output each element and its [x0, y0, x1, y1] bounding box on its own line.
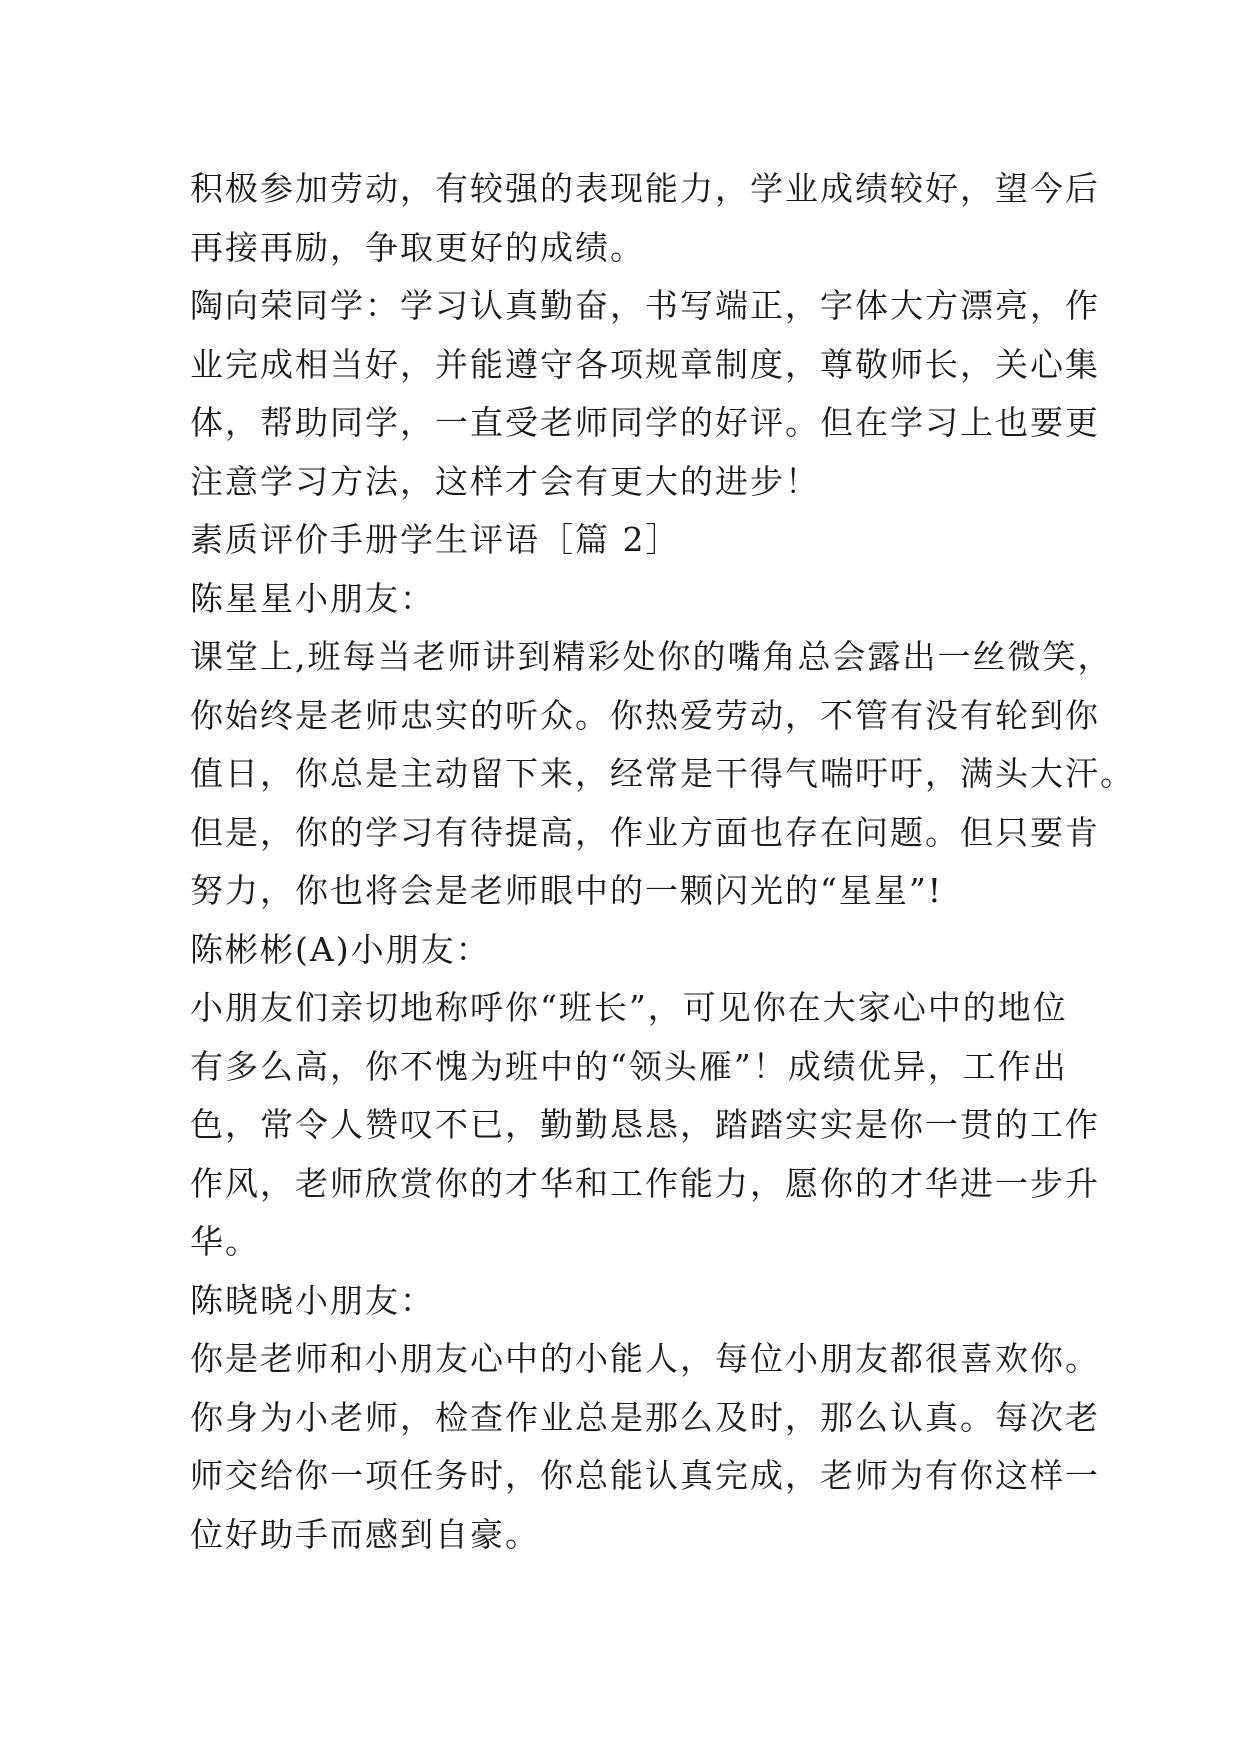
- student-name-heading: 陈晓晓小朋友：: [190, 1280, 435, 1320]
- text-line: 再接再励，争取更好的成绩。: [190, 227, 645, 267]
- student-name-heading: 陈星星小朋友：: [190, 578, 435, 618]
- document-body: [190, 160, 1135, 1564]
- text-line: 注意学习方法，这样才会有更大的进步！: [190, 461, 820, 501]
- student-name-heading: 陈彬彬(A)小朋友：: [190, 929, 491, 969]
- text-line: 体，帮助同学，一直受老师同学的好评。但在学习上也要更: [190, 403, 1100, 442]
- text-line: 小朋友们亲切地称呼你“班长”，可见你在大家心中的地位: [190, 988, 1068, 1027]
- text-line: 课堂上,班每当老师讲到精彩处你的嘴角总会露出一丝微笑，: [190, 637, 1113, 676]
- text-line: 你始终是老师忠实的听众。你热爱劳动，不管有没有轮到你: [190, 695, 1100, 735]
- text-line: 师交给你一项任务时，你总能认真完成，老师为有你这样一: [190, 1456, 1100, 1495]
- text-line: 你身为小老师，检查作业总是那么及时，那么认真。每次老: [190, 1397, 1100, 1437]
- text-line: 积极参加劳动，有较强的表现能力，学业成绩较好，望今后: [190, 169, 1100, 208]
- text-line: 有多么高，你不愧为班中的“领头雁”！成绩优异，工作出: [190, 1046, 1068, 1086]
- text-line: 值日，你总是主动留下来，经常是干得气喘吁吁，满头大汗。: [190, 754, 1135, 793]
- text-line: 陶向荣同学：学习认真勤奋，书写端正，字体大方漂亮，作: [190, 286, 1100, 325]
- text-line: 但是，你的学习有待提高，作业方面也存在问题。但只要肯: [190, 812, 1100, 852]
- text-line: 努力，你也将会是老师眼中的一颗闪光的“星星”!: [190, 871, 944, 910]
- text-line: 位好助手而感到自豪。: [190, 1514, 540, 1554]
- text-line: 业完成相当好，并能遵守各项规章制度，尊敬师长，关心集: [190, 344, 1100, 384]
- text-line: 华。: [190, 1222, 260, 1261]
- text-line: 色，常令人赞叹不已，勤勤恳恳，踏踏实实是你一贯的工作: [190, 1105, 1100, 1144]
- text-line: 作风，老师欣赏你的才华和工作能力，愿你的才华进一步升: [190, 1163, 1100, 1203]
- text-line: 你是老师和小朋友心中的小能人，每位小朋友都很喜欢你。: [190, 1339, 1100, 1378]
- section-heading: 素质评价手册学生评语［篇 2］: [190, 520, 681, 559]
